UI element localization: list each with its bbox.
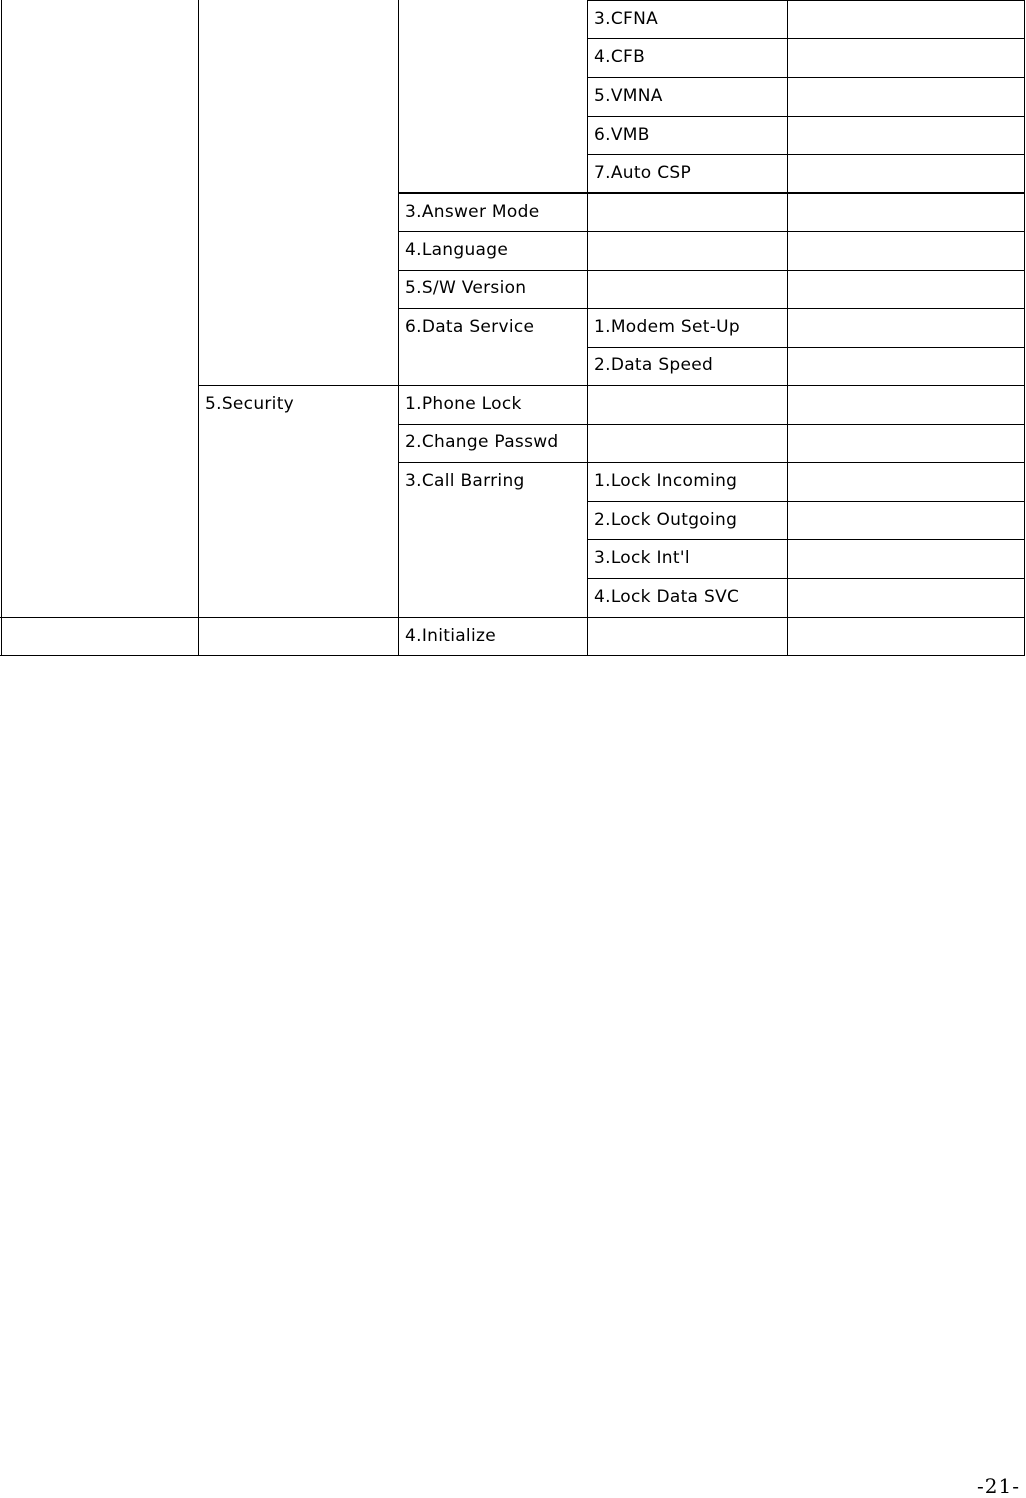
menu-item-language: 4.Language <box>405 240 509 260</box>
grid-line <box>198 0 199 656</box>
menu-item-sw-version: 5.S/W Version <box>405 278 527 298</box>
grid-line <box>1 0 2 656</box>
menu-item-vmna: 5.VMNA <box>594 86 663 106</box>
menu-item-security: 5.Security <box>205 394 295 414</box>
menu-item-lock-incoming: 1.Lock Incoming <box>594 471 738 491</box>
menu-item-lock-data-svc: 4.Lock Data SVC <box>594 587 740 607</box>
menu-table <box>0 0 1026 660</box>
grid-line <box>787 0 788 656</box>
menu-item-lock-outgoing: 2.Lock Outgoing <box>594 510 738 530</box>
grid-line <box>0 655 1025 656</box>
menu-item-initialize: 4.Initialize <box>405 626 496 646</box>
menu-item-vmb: 6.VMB <box>594 125 650 145</box>
menu-item-modem-setup: 1.Modem Set-Up <box>594 317 740 337</box>
page-number: -21- <box>977 1474 1020 1498</box>
menu-item-call-barring: 3.Call Barring <box>405 471 525 491</box>
menu-item-data-service: 6.Data Service <box>405 317 535 337</box>
menu-item-lock-intl: 3.Lock Int'l <box>594 548 690 568</box>
menu-item-answer-mode: 3.Answer Mode <box>405 202 540 222</box>
menu-item-cfna: 3.CFNA <box>594 9 659 29</box>
grid-line <box>1024 0 1025 656</box>
menu-item-auto-csp: 7.Auto CSP <box>594 163 692 183</box>
menu-item-cfb: 4.CFB <box>594 47 646 67</box>
menu-item-phone-lock: 1.Phone Lock <box>405 394 522 414</box>
menu-item-change-passwd: 2.Change Passwd <box>405 432 559 452</box>
menu-item-data-speed: 2.Data Speed <box>594 355 714 375</box>
